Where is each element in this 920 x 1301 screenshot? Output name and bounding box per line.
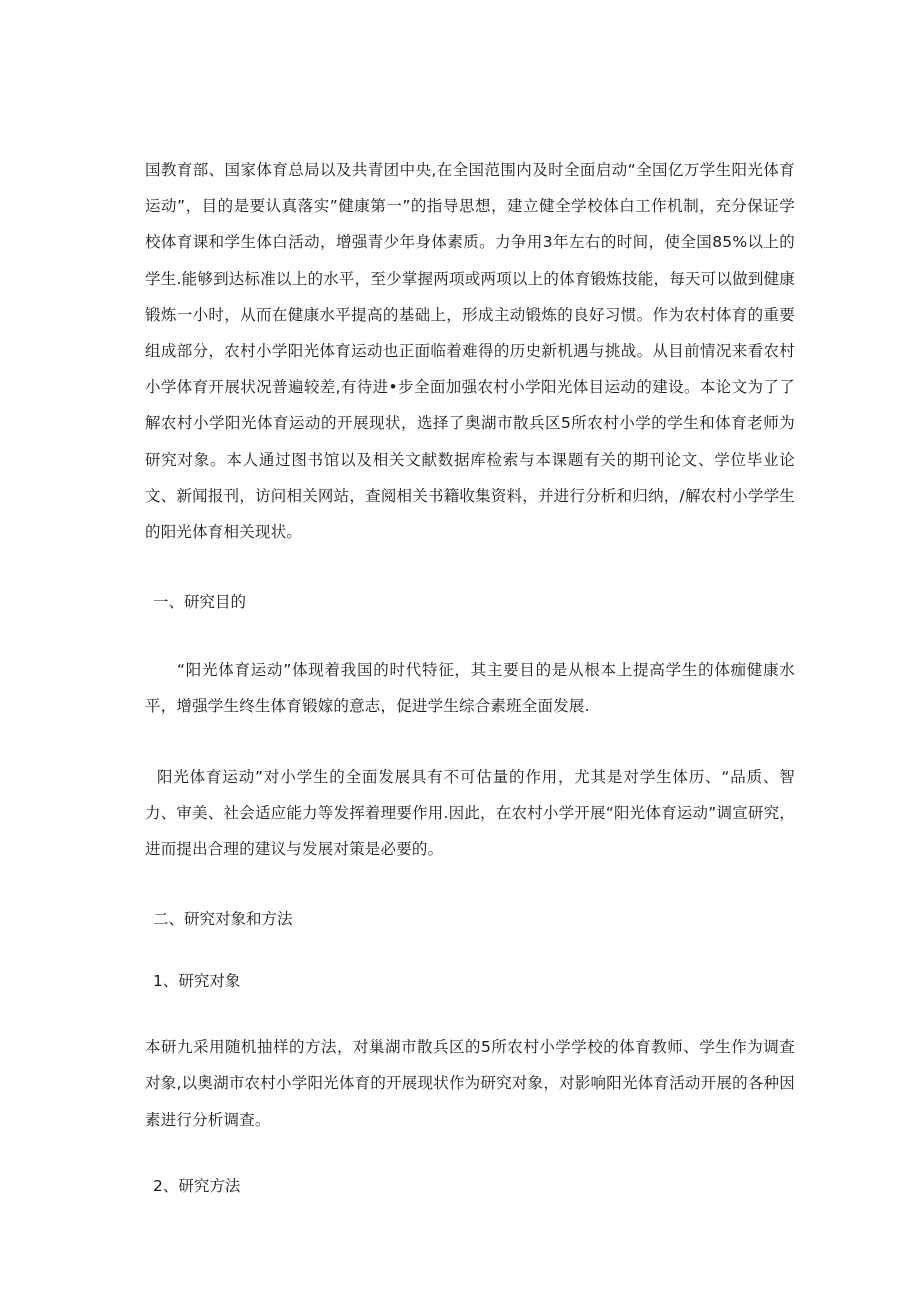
importance-paragraph: 阳光体育运动”对小学生的全面发展具有不可估量的作用，尤其是对学生体历、“品质、智力、审美、社会适应能力等发挥着理要作用.因此，在农村小学开展“阳光体育运动”调宣研究，进而提出合理的建议与发展对策是必要的。	[145, 767, 795, 859]
spacer	[145, 550, 795, 584]
subsection-heading-research-objects: 1、研究对象	[153, 972, 241, 991]
section-heading-research-purpose: 一、研究目的	[153, 593, 247, 612]
objects-paragraph: 本研九采用随机抽样的方法，对巢湖市散兵区的5所农村小学学校的体育教师、学生作为调查对象,以奥湖市农村小学阳光体育的开展现状作为研究对象，对影响阳光体育活动开展的各种因素进行分析调查。	[145, 1038, 795, 1129]
spacer	[145, 1138, 795, 1168]
spacer	[145, 999, 795, 1029]
spacer	[145, 867, 795, 901]
spacer	[145, 620, 795, 652]
document-body	[145, 152, 795, 1204]
purpose-paragraph: “阳光体育运动”体现着我国的时代特征，其主要目的是从根本上提高学生的体痂健康水平，增强学生终生体育锻嫁的意志，促进学生综合素班全面发展.	[145, 661, 795, 716]
spacer	[145, 937, 795, 963]
intro-paragraph: 国教育部、国家体育总局以及共青团中央,在全国范围内及时全面启动“全国亿万学生阳光体育运动”，目的是要认真落实”健康第一”的指导思想，建立健全学校体白工作机制，充分保证学校体育课和学生体白活动，增强青少年身体素质。力争用3年左右的时间，使全国85%以上的学生.能够到达标准以上的水平，至少掌握两项或两项以上的体育锻炼技能，每天可以做到健康锻炼一小时，从而在健康水平提高的基础上，形成主动锻炼的良好习惯。作为农村体育的重要组成部分，农村小学阳光体育运动也正面临着难得的历史新机遇与挑战。从目前情况来看农村小学体育开展状况普遍较差,有待进•步全面加强农村小学阳光体目运动的建设。本论文为了了解农村小学阳光体育运动的开展现状，选择了奥湖市散兵区5所农村小学的学生和体育老师为研究对象。本人通过图书馆以及相关文献数据库检索与本课题有关的期刊论文、学位毕业论文、新闻报刊，访问相关网站，查阅相关书籍收集资料，并进行分析和归纳，/解农村小学学生的阳光体育相关现状。	[145, 161, 795, 542]
section-heading-objects-and-methods: 二、研究对象和方法	[153, 910, 293, 929]
spacer	[145, 725, 795, 759]
subsection-heading-research-methods: 2、研究方法	[153, 1176, 241, 1195]
